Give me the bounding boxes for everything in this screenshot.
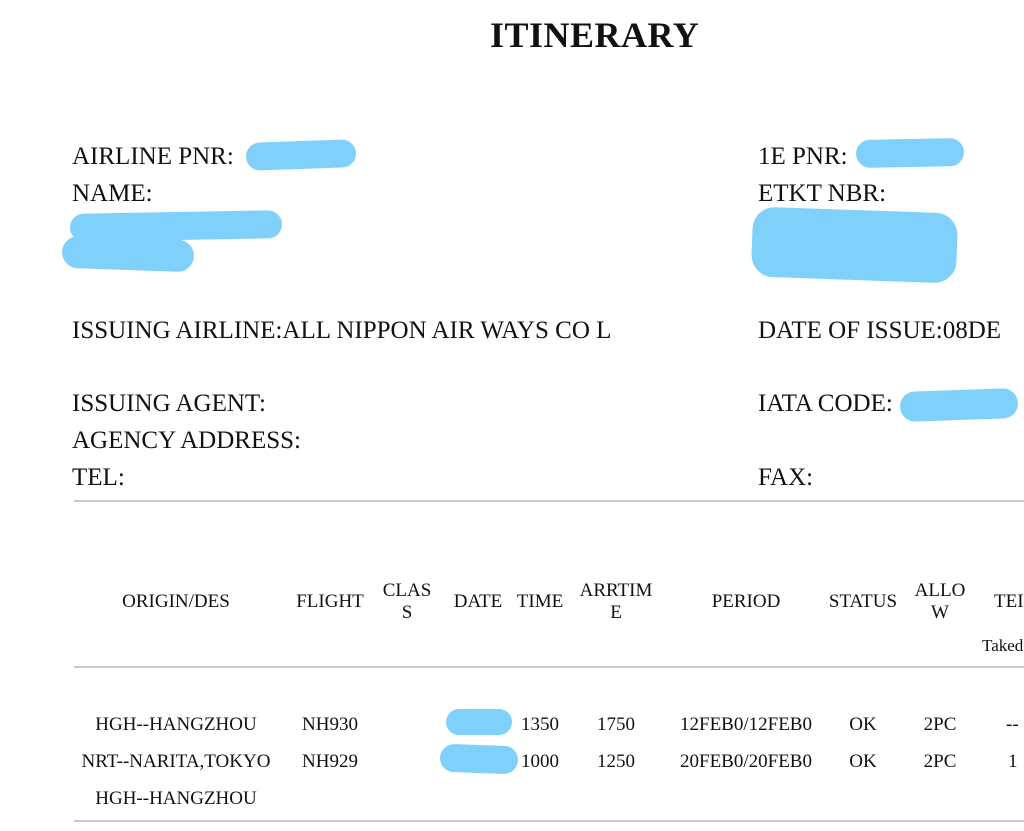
ie-pnr-label: 1E PNR: <box>758 143 848 170</box>
row1-status: OK <box>849 714 877 735</box>
table-header-divider <box>74 666 1024 668</box>
header-divider <box>74 500 1024 502</box>
row1-period: 12FEB0/12FEB0 <box>680 714 812 735</box>
col-flight-header: FLIGHT <box>296 591 364 612</box>
table-bottom-divider <box>74 820 1024 822</box>
etkt-nbr-label: ETKT NBR: <box>758 180 887 207</box>
row2-ter: 1 <box>1008 751 1018 772</box>
row1-allow: 2PC <box>923 714 957 735</box>
col-period-header: PERIOD <box>711 591 781 612</box>
col-origin-header: ORIGIN/DES <box>122 591 230 612</box>
col-allow-header: ALLO W <box>914 580 966 623</box>
issuing-agent-label: ISSUING AGENT: <box>72 390 266 417</box>
ie-pnr-redaction <box>856 138 964 168</box>
date-of-issue-field: DATE OF ISSUE:08DE <box>758 317 1002 344</box>
row1-ter: -- <box>1006 714 1019 735</box>
row3-origin: HGH--HANGZHOU <box>95 788 257 809</box>
row2-date-redaction <box>440 744 519 775</box>
fax-label: FAX: <box>758 464 814 491</box>
col-class-header: CLAS S <box>382 580 432 623</box>
row1-origin: HGH--HANGZHOU <box>95 714 257 735</box>
row1-time: 1350 <box>521 714 559 735</box>
col-takeoff-subheader: Taked <box>982 636 1024 655</box>
name-label: NAME: <box>72 180 153 207</box>
row2-period: 20FEB0/20FEB0 <box>680 751 812 772</box>
airline-pnr-label: AIRLINE PNR: <box>72 143 234 170</box>
etkt-redaction <box>751 206 958 283</box>
row2-flight: NH929 <box>302 751 358 772</box>
iata-code-redaction <box>900 388 1019 422</box>
agency-address-label: AGENCY ADDRESS: <box>72 427 301 454</box>
row2-origin: NRT--NARITA,TOKYO <box>81 751 271 772</box>
row2-arrtime: 1250 <box>597 751 635 772</box>
iata-code-label: IATA CODE: <box>758 390 893 417</box>
col-arrtime-header: ARRTIM E <box>579 580 653 623</box>
tel-label: TEL: <box>72 464 125 491</box>
row2-allow: 2PC <box>923 751 957 772</box>
row1-arrtime: 1750 <box>597 714 635 735</box>
issuing-airline-field: ISSUING AIRLINE:ALL NIPPON AIR WAYS CO L <box>72 317 612 344</box>
name-redaction-2 <box>61 236 194 273</box>
airline-pnr-redaction <box>246 139 357 171</box>
col-ter-header: TEI <box>994 591 1024 612</box>
col-date-header: DATE <box>453 591 503 612</box>
col-status-header: STATUS <box>828 591 898 612</box>
row1-flight: NH930 <box>302 714 358 735</box>
row1-date-redaction <box>446 709 512 735</box>
row2-time: 1000 <box>521 751 559 772</box>
col-time-header: TIME <box>516 591 564 612</box>
itinerary-title: ITINERARY <box>490 15 700 55</box>
row2-status: OK <box>849 751 877 772</box>
